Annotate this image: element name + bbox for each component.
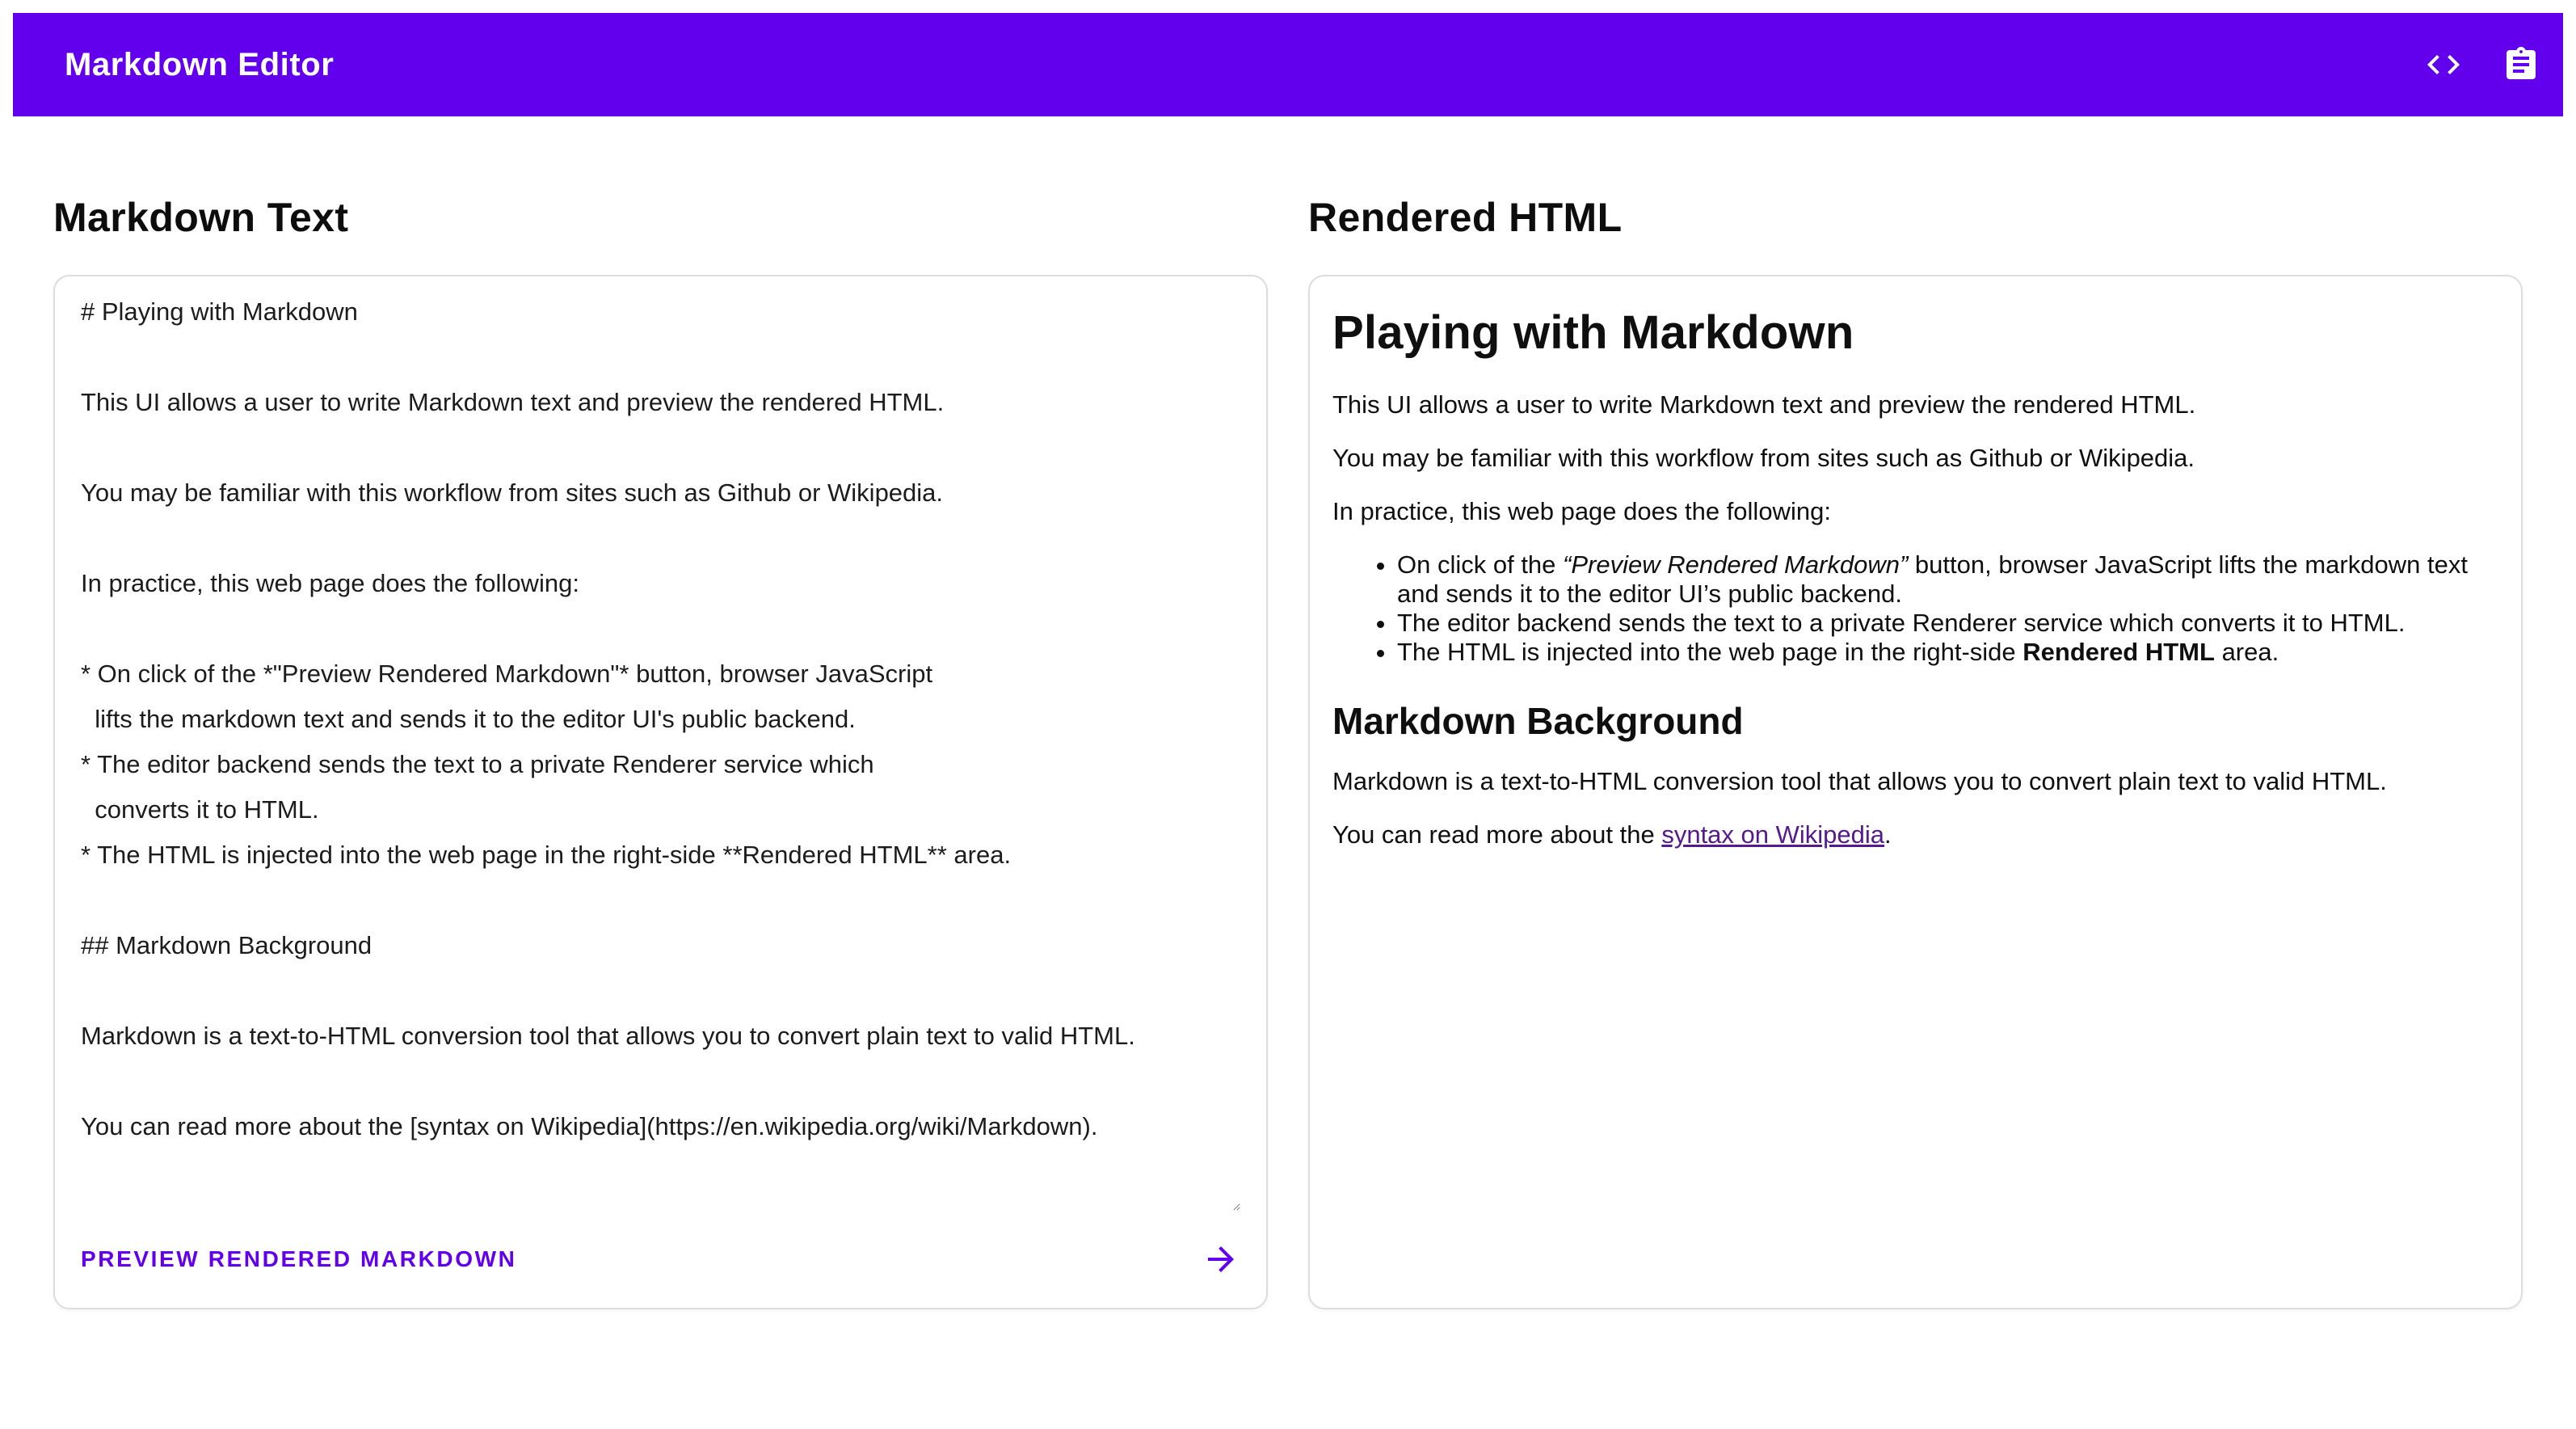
rendered-paragraph-5 (1332, 820, 2498, 849)
list-item (1397, 550, 2498, 609)
text-segment: area. (2214, 638, 2279, 666)
text-segment: On click of the (1397, 550, 1564, 579)
markdown-textarea[interactable] (81, 289, 1240, 1211)
page (0, 13, 2576, 1309)
rendered-subtitle: Markdown Background (1332, 700, 1744, 742)
rendered-list (1332, 550, 2498, 667)
rendered-html-heading: Rendered HTML (1308, 195, 1623, 240)
bold-segment: Rendered HTML (2022, 638, 2215, 666)
main-content (0, 116, 2576, 1309)
app-bar (13, 13, 2563, 116)
code-icon (2424, 45, 2463, 84)
syntax-wikipedia-link[interactable]: syntax on Wikipedia (1661, 820, 1885, 849)
italic-segment: “Preview Rendered Markdown” (1563, 550, 1909, 579)
clipboard-icon (2502, 45, 2540, 84)
markdown-text-heading: Markdown Text (53, 195, 349, 240)
markdown-section (53, 116, 1268, 1309)
rendered-paragraph-3: In practice, this web page does the following: (1332, 497, 1831, 525)
preview-rendered-markdown-button[interactable] (81, 1230, 1240, 1288)
text-segment: button, browser JavaScript lifts the markdown text and sends it to the editor UI’s public backend. (1397, 550, 2468, 608)
markdown-card (53, 275, 1268, 1309)
list-item: • The editor backend sends the text to a private Renderer service which converts it to HTML. (1397, 609, 2498, 638)
rendered-paragraph-2: You may be familiar with this workflow from sites such as Github or Wikipedia. (1332, 444, 2195, 472)
rendered-card (1308, 275, 2523, 1309)
rendered-paragraph-4: Markdown is a text-to-HTML conversion tool that allows you to convert plain text to valid HTML. (1332, 767, 2387, 795)
rendered-title: Playing with Markdown (1332, 306, 1854, 359)
text-segment: . (1884, 820, 1892, 849)
code-icon-button[interactable] (2405, 26, 2482, 103)
text-segment: The HTML is injected into the web page in the right-side (1397, 638, 2023, 666)
arrow-forward-icon (1202, 1240, 1240, 1279)
app-bar-actions (2405, 26, 2560, 103)
rendered-paragraph-1: This UI allows a user to write Markdown text and preview the rendered HTML. (1332, 390, 2196, 419)
list-item (1397, 638, 2498, 667)
preview-button-label: PREVIEW RENDERED MARKDOWN (81, 1246, 517, 1271)
clipboard-icon-button[interactable] (2482, 26, 2560, 103)
text-segment: You can read more about the (1332, 820, 1662, 849)
app-title: Markdown Editor (65, 46, 335, 82)
rendered-section (1308, 116, 2523, 1309)
editor-columns (53, 116, 2523, 1309)
